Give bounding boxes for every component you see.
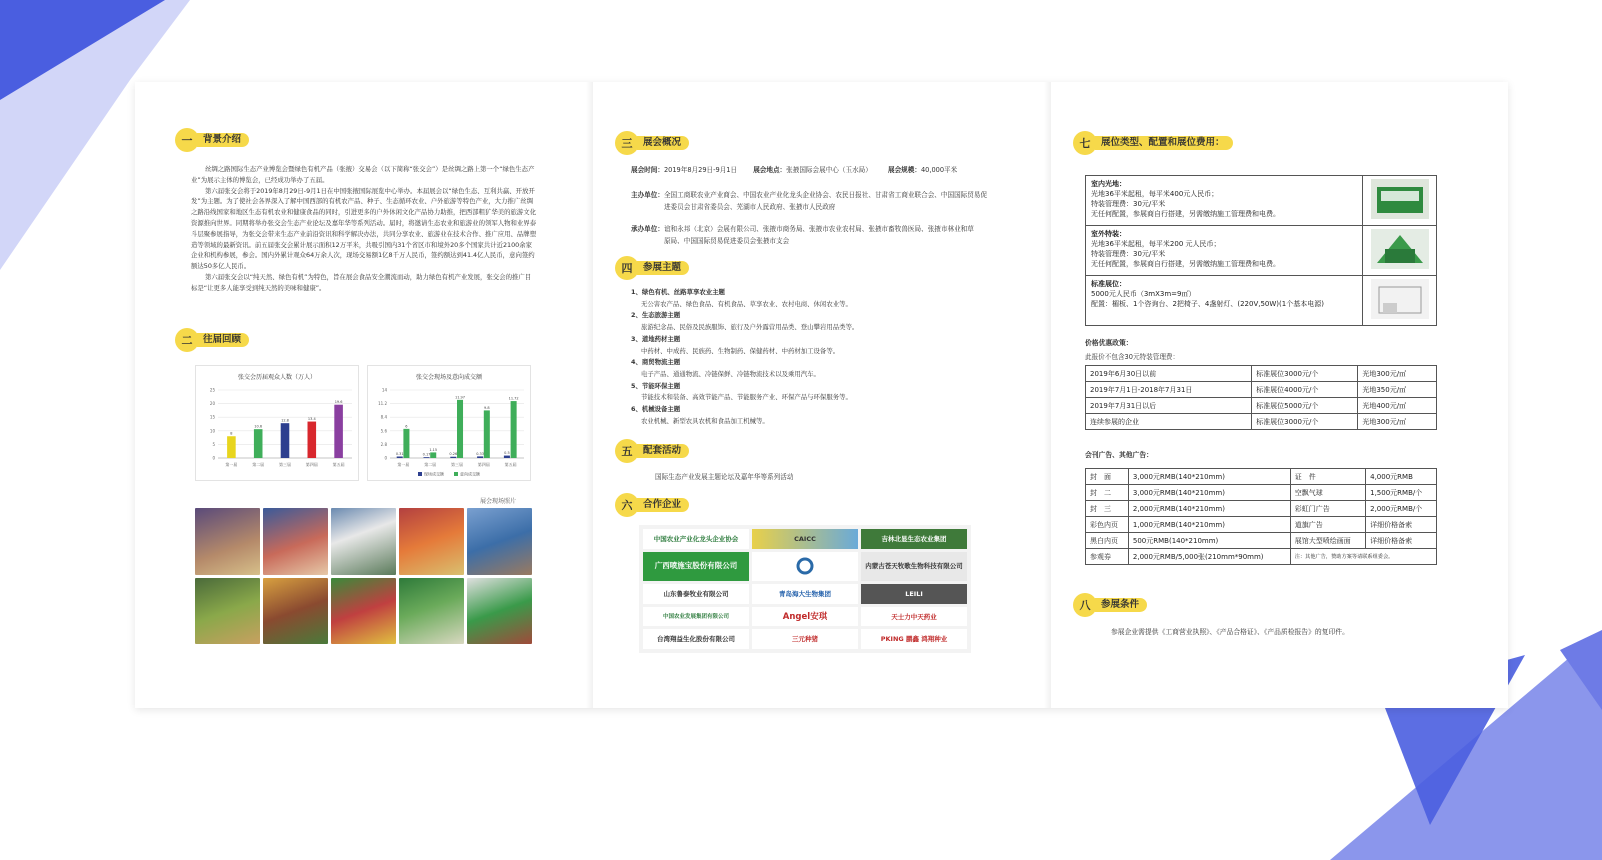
themes-list <box>631 287 1011 427</box>
cell: 道旗广告 <box>1290 517 1365 533</box>
photo <box>195 578 260 645</box>
x-tick-label: 第三届 <box>451 462 463 467</box>
attendance-chart <box>195 365 359 481</box>
x-tick-label: 第二届 <box>424 462 437 467</box>
cell: 封 面 <box>1086 469 1129 485</box>
legend-swatch <box>454 472 458 476</box>
cell: 空飘气球 <box>1290 485 1365 501</box>
section-number: 七 <box>1073 131 1097 155</box>
section-header-7 <box>1073 132 1233 154</box>
photo <box>467 578 532 645</box>
bar <box>430 452 436 458</box>
deal-amount-chart <box>367 365 531 481</box>
booth-table <box>1085 175 1437 326</box>
cell: 黑白内页 <box>1086 533 1129 549</box>
section-number: 三 <box>615 131 639 155</box>
label: 承办单位： <box>631 225 664 233</box>
chart-canvas <box>196 366 360 482</box>
brochure-spread <box>135 82 1508 708</box>
legend-label: 现场成交额 <box>424 471 444 477</box>
booth-name: 室外特装： <box>1091 230 1126 238</box>
bar <box>281 423 290 458</box>
partner-logo: Angel安琪 <box>752 607 858 627</box>
cell: 光地350元/㎡ <box>1358 382 1437 398</box>
cell: 2019年7月31日以后 <box>1086 398 1252 414</box>
bar <box>397 456 403 458</box>
value: 全国工商联农业产业商会、中国农业产业化龙头企业协会、农民日报社、甘肃省工商业联合会、中国国际贸易促进委员会甘肃省委员会、芜湖市人民政府、张掖市人民政府 <box>663 191 988 211</box>
photo <box>195 508 260 575</box>
theme-desc: 农业机械、新型农具农机和食品加工机械等。 <box>641 416 769 425</box>
y-tick-label: 8.4 <box>380 414 387 420</box>
cell: 详细价格备索 <box>1366 517 1437 533</box>
table-row <box>1086 517 1437 533</box>
background-text <box>191 164 537 294</box>
photo <box>399 508 464 575</box>
theme-desc: 旅游纪念品、民俗及民族服饰、旅行及户外露营用品类、登山攀岩用品类等。 <box>641 323 859 332</box>
x-tick-label: 第四届 <box>477 462 490 467</box>
booth-line: 5000元人民币（3mX3m=9㎡） <box>1091 290 1196 298</box>
cell: 封 三 <box>1086 501 1129 517</box>
cell: 彩虹门广告 <box>1290 501 1365 517</box>
photos-caption: 展会现场照片 <box>480 498 517 505</box>
partner-logo: CAICC <box>752 529 858 549</box>
partner-logos <box>639 525 971 653</box>
booth-line: 光地36平米起租，每平米400元人民币； <box>1091 190 1219 198</box>
booth-name: 室内光地： <box>1091 180 1126 188</box>
cell: 展馆大型喷绘画面 <box>1290 533 1365 549</box>
section-number: 八 <box>1073 593 1097 617</box>
table-row <box>1086 485 1437 501</box>
bar <box>227 436 236 458</box>
x-tick-label: 第五届 <box>332 462 345 467</box>
event-text: 国际生态产业发展主题论坛及嘉年华等系列活动 <box>655 473 794 481</box>
y-tick-label: 0 <box>212 455 215 461</box>
theme-desc: 中药材、中成药、民族药、生物制药、保健药材、中药材加工设备等。 <box>641 346 840 355</box>
theme-title: 5、节能环保主题 <box>631 381 681 390</box>
cell: 2,000元RMB/个 <box>1366 501 1437 517</box>
chart-title: 张交会现场及意向成交额 <box>415 374 482 381</box>
partner-logo: 台湾翔益生化股份有限公司 <box>643 629 749 649</box>
cell: 标准展位5000元/个 <box>1252 398 1358 414</box>
photo <box>331 508 396 575</box>
cell: 1,000元RMB(140*210mm) <box>1128 517 1290 533</box>
cell: 彩色内页 <box>1086 517 1129 533</box>
table-row <box>1086 176 1437 226</box>
section-title: 参展主题 <box>637 261 689 275</box>
data-label: 12.8 <box>281 418 289 423</box>
paragraph: 丝绸之路国际生态产业博览会暨绿色有机产品（张掖）交易会（以下简称“张交会”）是丝绸之路上第一个“绿色生态产业”为展示主体的博览会，已经成功举办了五届。 <box>191 165 535 184</box>
x-tick-label: 第二届 <box>252 462 265 467</box>
photo <box>263 578 328 645</box>
cell: 500元RMB(140*210mm) <box>1128 533 1290 549</box>
data-label: 9.8 <box>484 405 490 410</box>
value: 谊和永邦（北京）会展有限公司、张掖市商务局、张掖市农业农村局、张掖市畜牧兽医局、张掖市林业和草原局、中国国际贸易促进委员会张掖市支会 <box>663 225 974 245</box>
section-title: 展会概况 <box>637 136 689 150</box>
photo-collage <box>195 508 532 644</box>
section-title: 往届回顾 <box>197 333 249 347</box>
partner-logo: 山东鲁泰牧业有限公司 <box>643 584 749 604</box>
theme-title: 2、生态旅游主题 <box>631 311 681 320</box>
bar <box>504 456 510 458</box>
organizer-line <box>631 224 976 247</box>
y-tick-label: 25 <box>209 387 215 393</box>
partner-logo: 三元种猪 <box>752 629 858 649</box>
x-tick-label: 第四届 <box>305 462 318 467</box>
cell: 3,000元RMB(140*210mm) <box>1128 469 1290 485</box>
cell: 2,000元RMB(140*210mm) <box>1128 501 1290 517</box>
table-row <box>1086 366 1437 382</box>
y-tick-label: 10 <box>209 428 215 434</box>
partner-logo: PKING 鹏鑫 鸿翔种业 <box>861 629 967 649</box>
legend-swatch <box>418 472 422 476</box>
page-left <box>135 82 593 708</box>
theme-title: 3、道地药材主题 <box>631 334 681 343</box>
table-row <box>1086 549 1437 565</box>
ad-table <box>1085 468 1437 565</box>
chart-title: 张交会历届观众人数（万人） <box>237 374 316 381</box>
cell: 标准展位3000元/个 <box>1252 366 1358 382</box>
page-right <box>1051 82 1508 708</box>
data-label: 0.33 <box>476 451 485 456</box>
cell: 标准展位3000元/个 <box>1252 414 1358 430</box>
bar <box>403 429 409 458</box>
host-line <box>631 190 991 213</box>
booth-name: 标准展位： <box>1091 280 1126 288</box>
booth-desc <box>1086 176 1363 226</box>
data-label: 10.6 <box>254 424 263 429</box>
theme-title: 6、机械设备主题 <box>631 405 681 414</box>
data-label: 19.6 <box>334 400 343 405</box>
photo <box>331 578 396 645</box>
label: 展会地点： <box>753 166 787 174</box>
partner-logo: 青岛海大生物集团 <box>752 584 858 604</box>
section-number: 四 <box>615 256 639 280</box>
y-tick-label: 11.2 <box>378 401 387 407</box>
cell: 光地300元/㎡ <box>1358 366 1437 382</box>
value: 40,000平米 <box>920 166 958 174</box>
partner-logo: 天士力中天药业 <box>861 607 967 627</box>
booth-line: 配置：楣板、1个咨询台、2把椅子、4盏射灯、(220V,50W)(1个基本电源) <box>1091 300 1324 308</box>
booth-line: 无任何配置，参展商自行搭建，另需缴纳施工管理费和电费。 <box>1091 260 1280 268</box>
data-label: 1.15 <box>429 447 438 452</box>
paragraph: 第六届张交会以“纯天然、绿色有机”为特色，旨在展会食品安全潮流而动，助力绿色有机产业发展，张交会的推广目标是“让更多人能享受到纯天然的美味和健康”。 <box>191 272 532 292</box>
price-table <box>1085 365 1437 430</box>
cell: 证 件 <box>1290 469 1365 485</box>
cell: 标准展位4000元/个 <box>1252 382 1358 398</box>
data-label: 11.97 <box>454 395 466 400</box>
photo <box>467 508 532 575</box>
cell: 详细价格备索 <box>1366 533 1437 549</box>
photo <box>263 508 328 575</box>
section-header-5 <box>615 440 689 462</box>
booth-image-cell <box>1363 226 1437 276</box>
table-row <box>1086 398 1437 414</box>
y-tick-label: 2.8 <box>380 441 387 447</box>
theme-desc: 电子产品、通通物流、冷链保鲜、冷链物流技术以及乘用汽车。 <box>641 369 820 378</box>
section-title: 合作企业 <box>637 498 689 512</box>
table-row <box>1086 414 1437 430</box>
table-row <box>1086 469 1437 485</box>
partner-logo: LEILI <box>861 584 967 604</box>
y-tick-label: 0 <box>384 455 387 461</box>
bar <box>477 456 483 458</box>
discount-note: 此报价不包含30元特装管理费： <box>1085 353 1180 361</box>
section-number: 五 <box>615 439 639 463</box>
partner-logo: 广西喷施宝股份有限公司 <box>643 552 749 582</box>
cell: 2019年6月30日以前 <box>1086 366 1252 382</box>
partner-logo: 中国农业产业化龙头企业协会 <box>643 529 749 549</box>
ad-title: 会刊广告、其他广告： <box>1085 451 1153 459</box>
partner-logo: 内蒙古苍天牧歌生物科技有限公司 <box>861 552 967 582</box>
booth-line: 无任何配置，参展商自行搭建，另需缴纳施工管理费和电费。 <box>1091 210 1280 218</box>
data-label: 0.31 <box>395 451 404 456</box>
theme-desc: 节能技术和装备、高效节能产品、节能服务产业、环保产品与环保服务等。 <box>641 393 852 402</box>
booth-image-cell <box>1363 276 1437 326</box>
y-tick-label: 15 <box>209 414 215 420</box>
booth-line: 光地36平米起租，每平米200 元人民币； <box>1091 240 1221 248</box>
theme-desc: 无公害农产品、绿色食品、有机食品、草享农业、农村电商、休闲农业等。 <box>641 299 852 308</box>
data-label: 0.5 <box>504 451 510 456</box>
x-tick-label: 第三届 <box>279 462 291 467</box>
cell: 4,000元RMB <box>1366 469 1437 485</box>
value: 2019年8月29日-9月1日 <box>663 166 738 174</box>
cell: 3,000元RMB(140*210mm) <box>1128 485 1290 501</box>
conditions-text: 参展企业需提供《工商营业执照》、《产品合格证》、《产品质检报告》的复印件。 <box>1111 628 1349 636</box>
bar <box>450 457 456 458</box>
booth-desc <box>1086 226 1363 276</box>
data-label: 6 <box>405 424 408 429</box>
label: 展会规模： <box>887 166 921 174</box>
y-tick-label: 14 <box>381 387 387 393</box>
x-tick-label: 第五届 <box>504 462 517 467</box>
booth-photo <box>1371 179 1429 219</box>
label: 主办单位： <box>631 191 664 199</box>
data-label: 0.26 <box>449 452 458 457</box>
x-tick-label: 第一届 <box>225 462 238 467</box>
section-header-1 <box>175 129 249 151</box>
booth-photo <box>1371 229 1429 269</box>
cell: 光地400元/㎡ <box>1358 398 1437 414</box>
bar <box>334 405 343 458</box>
table-row <box>1086 501 1437 517</box>
data-label: 13.4 <box>307 417 316 422</box>
value: 张掖国际会展中心（玉水局） <box>786 166 872 174</box>
data-label: 11.72 <box>508 396 519 401</box>
legend-label: 意向成交额 <box>460 471 480 477</box>
bar <box>254 429 263 458</box>
chart-canvas <box>368 366 532 482</box>
section-header-6 <box>615 494 689 516</box>
section-title: 参展条件 <box>1095 598 1147 612</box>
booth-photo <box>1371 279 1429 319</box>
logo-mark-icon <box>794 557 816 575</box>
cell: 注：其他广告，赞助方案等请联系组委会。 <box>1290 549 1436 565</box>
section-header-8 <box>1073 594 1147 616</box>
y-tick-label: 20 <box>209 401 215 407</box>
booth-image-cell <box>1363 176 1437 226</box>
table-row <box>1086 276 1437 326</box>
booth-line: 特装管理费：30元/平米 <box>1091 250 1166 258</box>
bar <box>424 457 430 458</box>
label: 展会时间： <box>631 166 664 174</box>
table-row <box>1086 382 1437 398</box>
page-middle <box>593 82 1051 708</box>
y-tick-label: 5.6 <box>380 428 387 434</box>
section-header-3 <box>615 132 689 154</box>
discount-title: 价格优惠政策： <box>1085 339 1133 347</box>
cell: 参观券 <box>1086 549 1129 565</box>
theme-title: 4、商贸物流主题 <box>631 358 681 367</box>
bar <box>308 422 317 458</box>
photo <box>399 578 464 645</box>
section-header-2 <box>175 329 249 351</box>
partner-logo: 中国农业发展集团有限公司 <box>643 607 749 627</box>
table-row <box>1086 533 1437 549</box>
paragraph: 第六届张交会将于2019年8月29日-9月1日在中国张掖国际展览中心举办。本届展会以“绿色生态、互利共赢、开放开发”为主题。为了使社会各界深入了解中国西部的有机农产品、种子、生态循环农业、户外旅游等特色产业，大力推广丝绸之路沿线国家和地区生态有机农业和健康食品的同时，引进更多的户外休闲文化产品协力助推，把西部粗犷华美的旅游文化资源推向世界。同期将举办张交会生态产业论坛及嘉年华等系列活动。届时，将邀请生态农业和旅游业的领军人物和业界泰斗层聚参展指导，为张交会带来生态产业前沿资讯和科学解决办法，共同分享农业、旅游业在技术合作、推广应用、品牌塑造等领域的最新资讯。前五届张交会累计展示面积12万平米，共吸引国内31个省区市和境外20多个国家共计近2100余家企业和机构参展，参会。国内外累计观众64万余人次，现场交易额1亿8千万人民币，签约额达到41.4亿人民币，意向签约额达50多亿人民币。 <box>191 186 537 271</box>
section-header-4 <box>615 257 689 279</box>
section-title: 配套活动 <box>637 444 689 458</box>
cell: 1,500元RMB/个 <box>1366 485 1437 501</box>
x-tick-label: 第一届 <box>397 462 410 467</box>
booth-desc <box>1086 276 1363 326</box>
section-number: 六 <box>615 493 639 517</box>
table-row <box>1086 226 1437 276</box>
data-label: 8 <box>230 431 233 436</box>
data-label: 0.17 <box>422 452 431 457</box>
overview-line <box>631 165 1031 177</box>
bar <box>511 401 517 458</box>
theme-title: 1、绿色有机、丝路草享农业主题 <box>631 288 725 296</box>
section-number: 一 <box>175 128 199 152</box>
cell: 连续参展的企业 <box>1086 414 1252 430</box>
section-title: 背景介绍 <box>197 133 249 147</box>
booth-line: 特装管理费：30元/平米 <box>1091 200 1166 208</box>
cell: 2,000元RMB/5,000张(210mm*90mm) <box>1128 549 1290 565</box>
section-number: 二 <box>175 328 199 352</box>
bar <box>457 400 463 458</box>
cell: 2019年7月1日-2018年7月31日 <box>1086 382 1252 398</box>
cell: 封 二 <box>1086 485 1129 501</box>
cell: 光地300元/㎡ <box>1358 414 1437 430</box>
partner-logo-mark <box>752 552 858 582</box>
y-tick-label: 5 <box>212 441 215 447</box>
bar <box>484 410 490 458</box>
section-title: 展位类型、配置和展位费用： <box>1095 136 1233 150</box>
partner-logo: 吉林北显生态农业集团 <box>861 529 967 549</box>
